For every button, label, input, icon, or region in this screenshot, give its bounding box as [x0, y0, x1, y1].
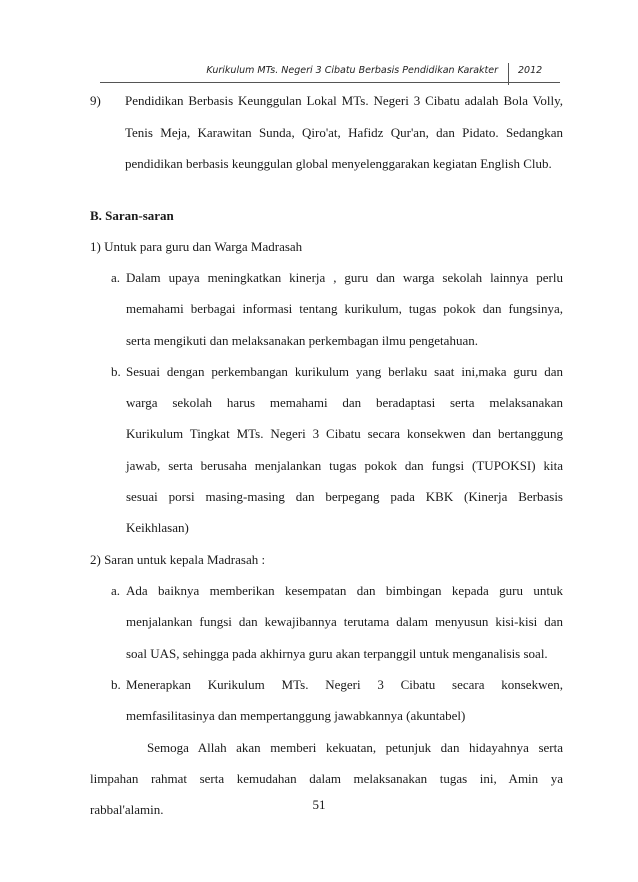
sub-2-a-line-2: menjalankan fungsi dan kewajibannya terutama dalam menyusun kisi-kisi dan	[126, 614, 563, 629]
header-title: Kurikulum MTs. Negeri 3 Cibatu Berbasis Pendidikan Karakter	[206, 65, 498, 76]
sub-2-b-marker: b.	[111, 677, 121, 692]
sub-2-a-line-3: soal UAS, sehingga pada akhirnya guru akan terpanggil untuk menganalisis soal.	[126, 646, 548, 661]
sub-1-a-line-3: serta mengikuti dan melaksanakan perkembagan ilmu pengetahuan.	[126, 333, 478, 348]
sub-1-b-line-3: Kurikulum Tingkat MTs. Negeri 3 Cibatu secara konsekwen dan bertanggung	[126, 426, 563, 441]
closing-line-3: rabbal'alamin.	[90, 802, 164, 817]
item-9-line-2: Tenis Meja, Karawitan Sunda, Qiro'at, Hafidz Qur'an, dan Pidato. Sedangkan	[125, 125, 563, 140]
sub-1-b-line-2: warga sekolah harus memahami dan beradaptasi serta melaksanakan	[126, 395, 563, 410]
sub-1-a-marker: a.	[111, 270, 121, 285]
sub-2-b-line-2: memfasilitasinya dan mempertanggung jawabkannya (akuntabel)	[126, 708, 466, 723]
sub-1-b-line-6: Keikhlasan)	[126, 520, 189, 535]
closing-line-2: limpahan rahmat serta kemudahan dalam melaksanakan tugas ini, Amin ya	[90, 771, 563, 786]
header-rule	[100, 82, 560, 83]
sub-1-b-line-4: jawab, serta berusaha menjalankan tugas pokok dan fungsi (TUPOKSI) kita	[126, 458, 563, 473]
closing-line-1: Semoga Allah akan memberi kekuatan, petunjuk dan hidayahnya serta	[147, 740, 563, 755]
sub-1-a-line-2: memahami berbagai informasi tentang kurikulum, tugas pokok dan fungsinya,	[126, 301, 563, 316]
sub-2-a-marker: a.	[111, 583, 121, 598]
item-9-line-1: Pendidikan Berbasis Keunggulan Lokal MTs. Negeri 3 Cibatu adalah Bola Volly,	[125, 93, 563, 108]
sub-1-title: 1) Untuk para guru dan Warga Madrasah	[90, 239, 303, 254]
sub-1-b-line-1: Sesuai dengan perkembangan kurikulum yang berlaku saat ini,maka guru dan	[126, 364, 563, 379]
sub-2-title: 2) Saran untuk kepala Madrasah :	[90, 552, 266, 567]
sub-2-b-line-1: Menerapkan Kurikulum MTs. Negeri 3 Cibatu secara konsekwen,	[126, 677, 563, 692]
sub-1-b-marker: b.	[111, 364, 121, 379]
header-year: 2012	[518, 65, 543, 76]
sub-1-a-line-1: Dalam upaya meningkatkan kinerja , guru dan warga sekolah lainnya perlu	[126, 270, 563, 285]
item-9-line-3: pendidikan berbasis keunggulan global menyelenggarakan kegiatan English Club.	[125, 156, 552, 171]
page-header	[100, 63, 560, 85]
page-number: 51	[312, 797, 326, 812]
sub-2-a-line-1: Ada baiknya memberikan kesempatan dan bimbingan kepada guru untuk	[126, 583, 563, 598]
item-9-number: 9)	[90, 93, 101, 108]
section-b-heading: B. Saran-saran	[90, 208, 174, 223]
sub-1-b-line-5: sesuai porsi masing-masing dan berpegang pada KBK (Kinerja Berbasis	[126, 489, 563, 504]
